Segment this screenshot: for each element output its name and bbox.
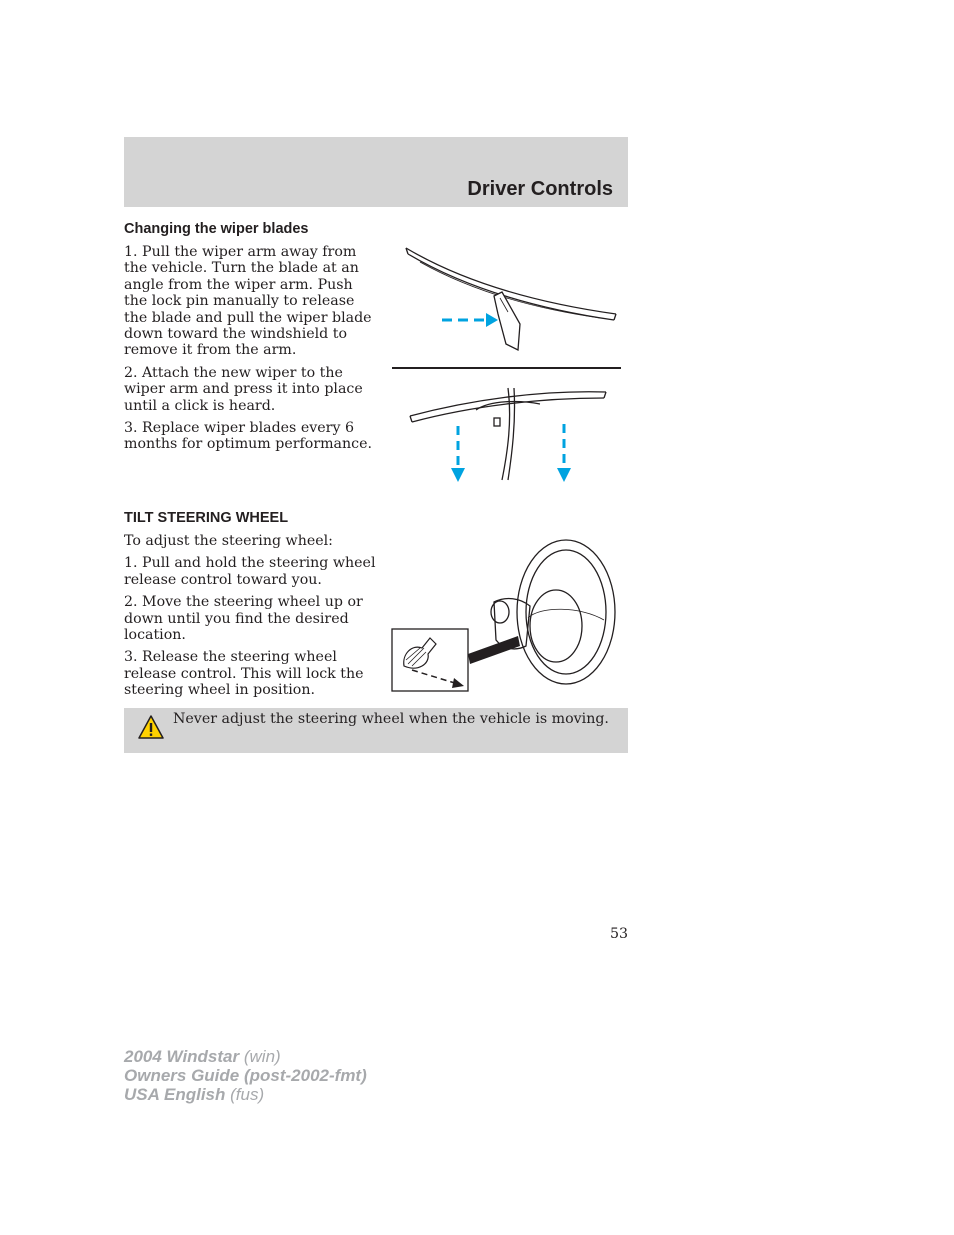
footer-language-code: (fus) — [230, 1085, 265, 1104]
wiper-steps — [124, 244, 376, 459]
wiper-blade-removed — [406, 248, 616, 350]
page-number: 53 — [609, 926, 628, 942]
footer-line-3 — [124, 1085, 367, 1104]
tilt-step-3: 3. Release the steering wheel release control. This will lock the steering wheel in position. — [124, 649, 364, 699]
footer-model-code: (win) — [243, 1047, 281, 1066]
section-header-band — [124, 137, 628, 207]
footer-language: USA English — [124, 1085, 226, 1104]
tilt-step-2: 2. Move the steering wheel up or down until you find the desired location. — [124, 594, 363, 644]
warning-box — [124, 708, 628, 753]
wiper-step-3: 3. Replace wiper blades every 6 months for optimum performance. — [124, 420, 372, 453]
wiper-blade-attached — [410, 388, 606, 480]
wiper-heading: Changing the wiper blades — [124, 221, 309, 237]
tilt-step-1: 1. Pull and hold the steering wheel release control toward you. — [124, 555, 376, 588]
tilt-heading: TILT STEERING WHEEL — [124, 510, 289, 526]
footer-line-1 — [124, 1047, 367, 1066]
section-title: Driver Controls — [467, 178, 613, 200]
tilt-steps — [124, 533, 376, 705]
footer-line-2: Owners Guide (post-2002-fmt) — [124, 1066, 367, 1085]
steering-wheel — [491, 540, 615, 684]
warning-triangle-icon — [138, 714, 164, 740]
wiper-step-1: 1. Pull the wiper arm away from the vehicle. Turn the blade at an angle from the wiper arm. Push the lock pin manually to release the blade and pull the wiper blade down toward the windshield to remove it from the arm. — [124, 244, 372, 359]
release-lever-callout — [392, 629, 520, 691]
steering-wheel-illustration — [390, 536, 626, 694]
wiper-blade-illustration — [390, 240, 626, 486]
footer-metadata — [124, 1047, 367, 1104]
tilt-intro: To adjust the steering wheel: — [124, 533, 333, 549]
blue-arrow-pull — [442, 313, 498, 327]
wiper-step-2: 2. Attach the new wiper to the wiper arm and press it into place until a click is heard. — [124, 364, 363, 414]
warning-text: Never adjust the steering wheel when the vehicle is moving. — [173, 711, 609, 727]
footer-model: 2004 Windstar — [124, 1047, 240, 1066]
